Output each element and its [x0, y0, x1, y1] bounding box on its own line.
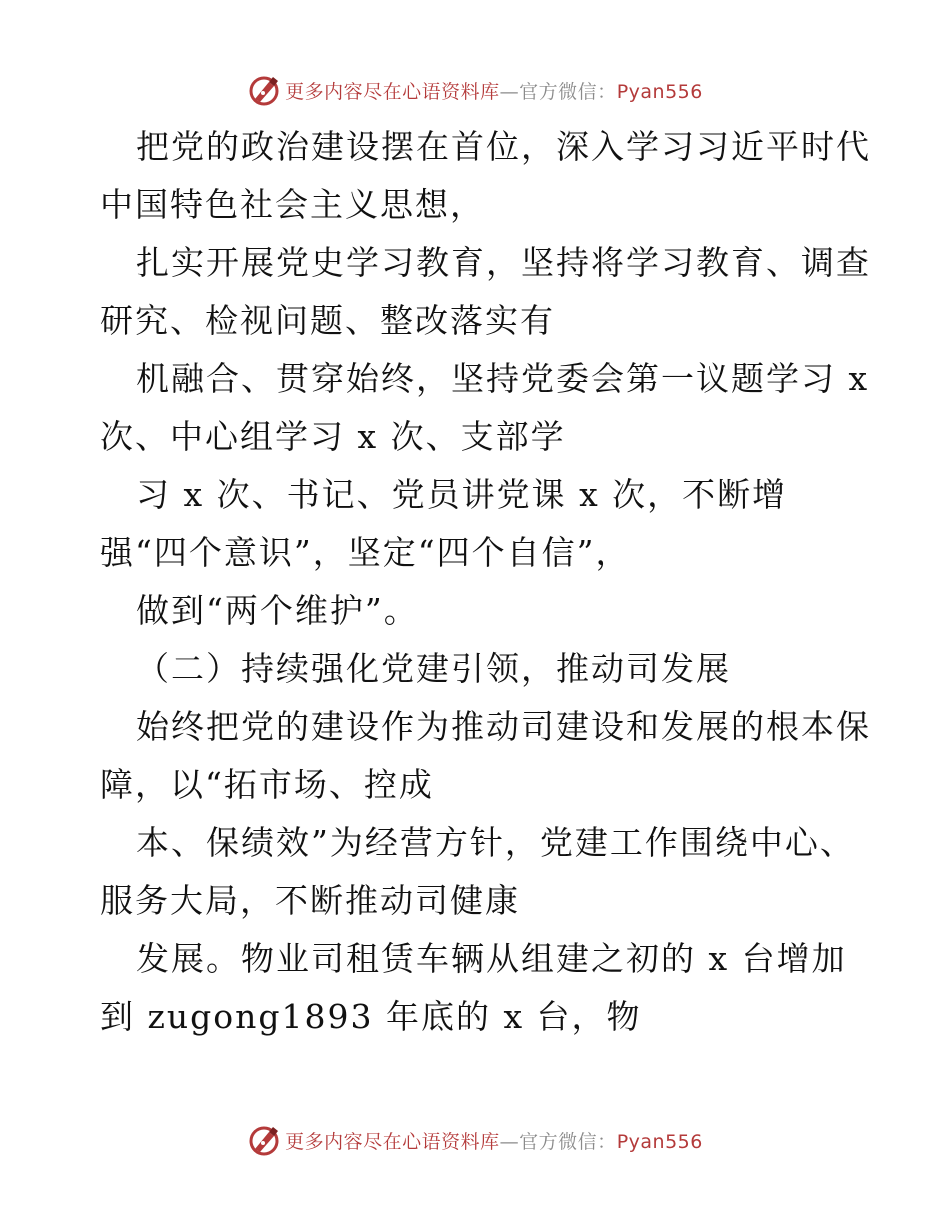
text-line: 把党的政治建设摆在首位，深入学习习近平时代	[136, 127, 871, 166]
banner-dash: —	[499, 1130, 520, 1153]
text-line: 扎实开展党史学习教育，坚持将学习教育、调查	[136, 243, 871, 282]
text-line: 本、保绩效”为经营方针，党建工作围绕中心、	[136, 823, 855, 862]
banner-dash: —	[499, 80, 520, 103]
banner-main-text: 更多内容尽在心语资料库	[285, 80, 500, 103]
header-banner	[0, 70, 950, 110]
banner-main-text: 更多内容尽在心语资料库	[285, 1130, 500, 1153]
text-line: （二）持续强化党建引领，推动司发展	[136, 649, 731, 688]
text-line: 习 x 次、书记、党员讲党课 x 次，不断增	[136, 475, 788, 514]
text-line: 中国特色社会主义思想，	[100, 185, 485, 224]
footer-banner	[0, 1120, 950, 1160]
banner-wechat-id: Pyan556	[616, 80, 703, 103]
text-line: 始终把党的建设作为推动司建设和发展的根本保	[136, 707, 871, 746]
document-body	[100, 118, 871, 1046]
text-line: 强“四个意识”，坚定“四个自信”，	[100, 533, 631, 572]
banner-text	[285, 77, 703, 104]
banner-text	[285, 1127, 703, 1154]
pen-nib-logo-icon	[247, 73, 281, 107]
banner-official-label: 官方微信：	[519, 80, 617, 103]
text-line: 发展。物业司租赁车辆从组建之初的 x 台增加	[136, 939, 847, 978]
text-line: 研究、检视问题、整改落实有	[100, 301, 555, 340]
text-line: 服务大局，不断推动司健康	[100, 881, 520, 920]
text-line: 做到“两个维护”。	[136, 591, 419, 630]
banner-wechat-id: Pyan556	[616, 1130, 703, 1153]
pen-nib-logo-icon	[247, 1123, 281, 1157]
text-line: 到 zugong1893 年底的 x 台，物	[100, 997, 642, 1036]
banner-official-label: 官方微信：	[519, 1130, 617, 1153]
text-line: 机融合、贯穿始终，坚持党委会第一议题学习 x	[136, 359, 870, 398]
text-line: 障，以“拓市场、控成	[100, 765, 434, 804]
text-line: 次、中心组学习 x 次、支部学	[100, 417, 566, 456]
